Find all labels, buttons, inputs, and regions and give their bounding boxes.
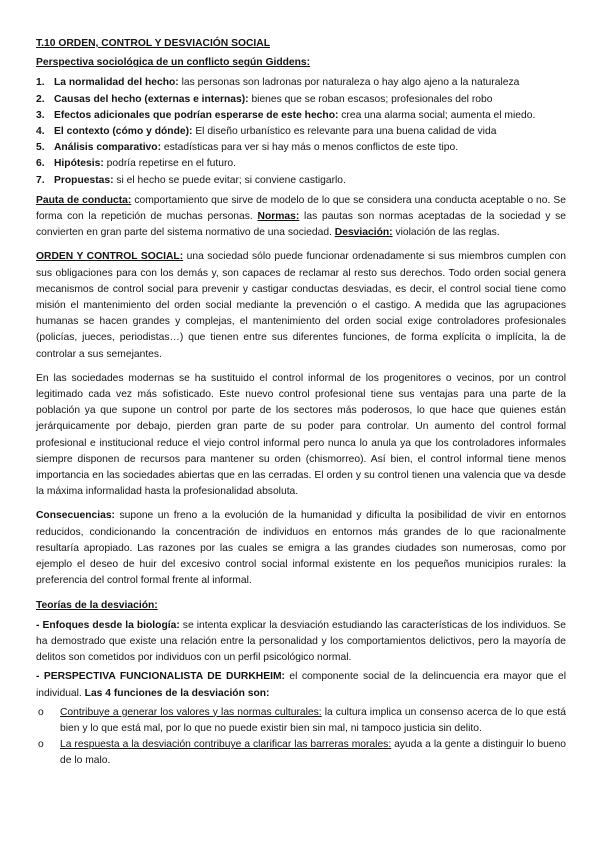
giddens-list	[36, 75, 566, 188]
teorias-heading: Teorías de la desviación:	[36, 599, 158, 611]
list-item: 5. Análisis comparativo: estadísticas para ver si hay más o menos conflictos de este tipo.	[36, 142, 459, 154]
list-item: o Contribuye a generar los valores y las normas culturales: la cultura implica un consenso acerca de lo que está bien y lo que está mal, por lo que no puede existir bien sin mal, ni tampoco justicia sin delito.	[36, 705, 566, 737]
modernas-paragraph: En las sociedades modernas se ha sustituido el control informal de los progenitores o vecinos, por un control legitimado cada vez más sofisticado. Este nuevo control profesional tiene sus ventajas para una parte de la población ya que supone un control por parte de los sectores más poderosos, lo que hace que quienes están jerárquicamente por debajo, pierden gran parte de su poder para controlar. Un aumento del control formal profesional e institucional reduce el viejo control informal pero nunca lo anula ya que los controladores informales siempre disponen de recursos para mantener su orden (chismorreo). Así bien, el control informal tiene menos importancia en las sociedades abiertas que en las cerradas. El orden y su control tienen una valencia que va desde la máxima informalidad hasta la profesionalidad absoluta.	[36, 372, 566, 498]
durkheim-paragraph: - PERSPECTIVA FUNCIONALISTA DE DURKHEIM: el componente social de la delincuencia era mayor que el individual. Las 4 funciones de la desviación son:	[36, 671, 566, 699]
list-item: 7. Propuestas: si el hecho se puede evitar; si conviene castigarlo.	[36, 174, 346, 186]
funciones-list	[36, 705, 566, 770]
biologia-paragraph: - Enfoques desde la biología: se intenta explicar la desviación estudiando las características de los individuos. Se ha demostrado que existe una relación entre la personalidad y los comportamientos delictivos, pero la mayoría de delitos son cometidos por individuos con un perfil psicológico normal.	[36, 619, 567, 664]
list-item: 6. Hipótesis: podría repetirse en el futuro.	[36, 158, 237, 170]
list-item: 2. Causas del hecho (externas e internas): bienes que se roban escasos; profesionales del robo	[36, 93, 493, 105]
list-item: 3. Efectos adicionales que podrían esperarse de este hecho: crea una alarma social; aumenta el miedo.	[36, 109, 536, 121]
bullet-icon: o	[38, 739, 44, 751]
section-subtitle-giddens: Perspectiva sociológica de un conflicto según Giddens:	[36, 57, 311, 69]
list-item: 1. La normalidad del hecho: las personas son ladronas por naturaleza o hay algo ajeno a la naturaleza	[36, 77, 520, 89]
page-title: T.10 ORDEN, CONTROL Y DESVIACIÓN SOCIAL	[36, 38, 271, 49]
pauta-paragraph: Pauta de conducta: comportamiento que sirve de modelo de lo que se considera una conducta aceptable o no. Se forma con la repetición de muchas personas. Normas: las pautas son normas aceptadas de la sociedad y se convierten en gran parte del sistema normativo de una sociedad. Desviación: violación de las reglas.	[36, 194, 566, 239]
list-item: 4. El contexto (cómo y dónde): El diseño urbanístico es relevante para una buena calidad de vida	[36, 126, 497, 138]
bullet-icon: o	[38, 706, 44, 718]
list-item: o La respuesta a la desviación contribuye a clarificar las barreras morales: ayuda a la gente a distinguir lo bueno de lo malo.	[36, 737, 566, 769]
consecuencias-paragraph: Consecuencias: supone un freno a la evolución de la humanidad y dificulta la posibilidad de vivir en entornos reducidos, condicionando la concentración de individuos en entornos más grandes de lo que racionalmente resultaría apropiado. Las razones por las cuales se emigra a las grandes ciudades son numerosas, como por ejemplo el deseo de huir del excesivo control social informal existente en los pequeños municipios rurales: la preferencia del control formal frente al informal.	[36, 510, 566, 587]
orden-paragraph: ORDEN Y CONTROL SOCIAL: una sociedad sólo puede funcionar ordenadamente si sus miembros cumplen con sus obligaciones para con los demás y, son capaces de reclamar al resto sus derechos. Todo orden social genera mecanismos de control social para prevenir y castigar conductas desviadas, es decir, el control social tiene como misión el mantenimiento del orden social mediante la prevención o el castigo. A medida que las agrupaciones humanas se hacen grandes y complejas, el mantenimiento del orden social exige controladores profesionales (policías, jueces, periodistas…) que tienen entre sus diferentes funciones, de forma explícita o implícita, la de controlar a sus semejantes.	[36, 251, 566, 360]
